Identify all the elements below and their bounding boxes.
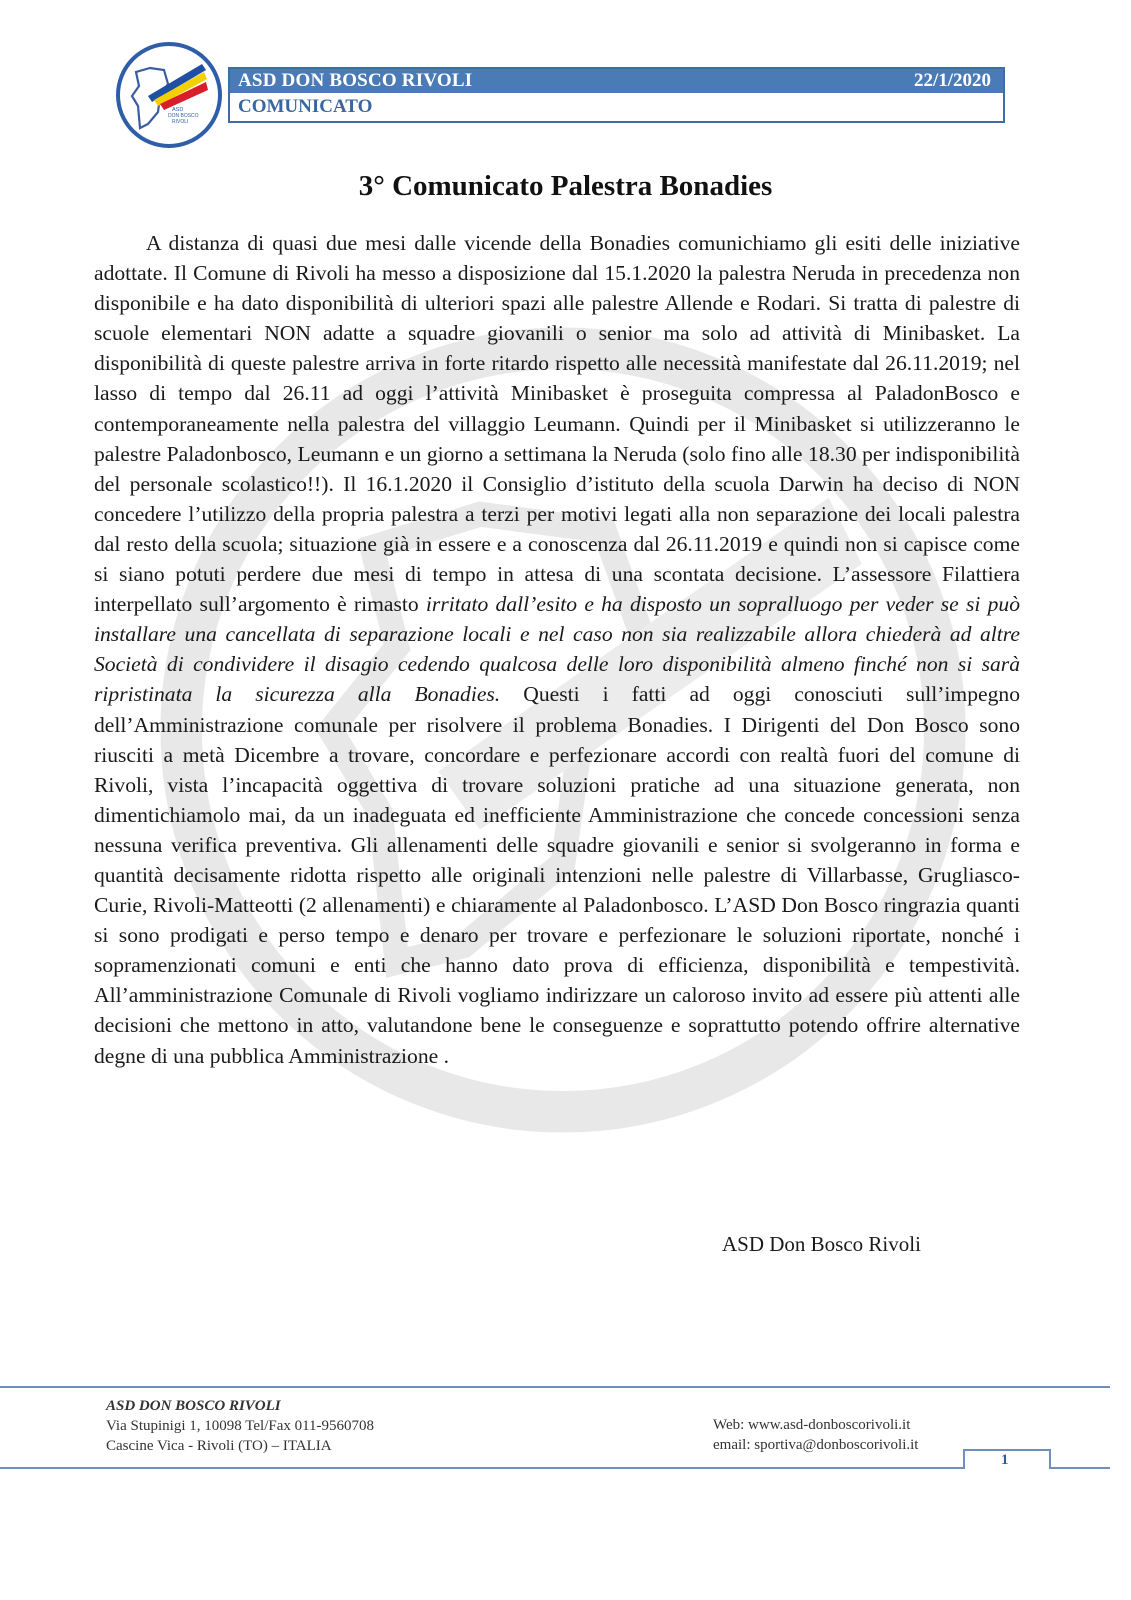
page-number: 1 (1001, 1452, 1009, 1468)
footer-address-line-2: Cascine Vica - Rivoli (TO) – ITALIA (106, 1438, 332, 1454)
body-paragraph (94, 228, 1020, 1071)
footer-org-name: ASD DON BOSCO RIVOLI (106, 1398, 281, 1414)
document-body (94, 228, 1020, 1071)
logo-text-1: ASD (172, 107, 184, 113)
body-text-italic: irritato dall’esito e ha disposto un sopralluogo per veder se si può installare una cancellata di separazione locali e nel caso non sia realizzabile allora chiederà ad altre Società di condividere il disagio cedendo qualcosa delle loro disponibilità almeno finché non si sarà ripristinata la sicurezza alla Bonadies. (94, 592, 1020, 707)
signature: ASD Don Bosco Rivoli (722, 1232, 921, 1256)
footer-divider (0, 1386, 1110, 1388)
header-subtitle: COMUNICATO (238, 96, 373, 117)
club-logo (114, 40, 224, 150)
logo-text-2: DON BOSCO (168, 113, 199, 119)
body-text-part-1: A distanza di quasi due mesi dalle vicende della Bonadies comunichiamo gli esiti delle iniziative adottate. Il Comune di Rivoli ha messo a disposizione dal 15.1.2020 la palestra Neruda in precedenza non disponibile e ha dato disponibilità di ulteriori spazi alle palestre Allende e Rodari. Si tratta di palestre di scuole elementari NON adatte a squadre giovanili o senior ma solo ad attività di Minibasket. La disponibilità di queste palestre arriva in forte ritardo rispetto alle necessità manifestate dal 26.11.2019; nel lasso di tempo dal 26.11 ad oggi l’attività Minibasket è proseguita compressa al PaladonBosco e contemporaneamente nella palestra del villaggio Leumann. Quindi per il Minibasket si utilizzeranno le palestre Paladonbosco, Leumann e un giorno a settimana la Neruda (solo fino alle 18.30 per indisponibilità del personale scolastico!!). Il 16.1.2020 il Consiglio d’istituto della scuola Darwin ha deciso di NON concedere l’utilizzo della propria palestra a terzi per motivi legati alla non separazione dei locali palestra dal resto della scuola; situazione già in essere e a conoscenza dal 26.11.2019 e quindi non si capisce come si siano potuti perdere due mesi di tempo in attesa di una scontata decisione. L’assessore Filattiera interpellato sull’argomento è rimasto (94, 231, 1020, 617)
header-org-name: ASD DON BOSCO RIVOLI (238, 70, 473, 91)
header-top-band (230, 69, 1003, 93)
header-date: 22/1/2020 (913, 70, 991, 91)
logo-text-3: RIVOLI (172, 119, 189, 125)
header-bar (228, 67, 1005, 123)
document-title: 3° Comunicato Palestra Bonadies (358, 170, 773, 202)
footer-email[interactable]: email: sportiva@donboscorivoli.it (713, 1437, 919, 1453)
footer-web[interactable]: Web: www.asd-donboscorivoli.it (713, 1417, 911, 1433)
footer-address-line-1: Via Stupinigi 1, 10098 Tel/Fax 011-9560708 (106, 1418, 375, 1434)
body-text-part-2: Questi i fatti ad oggi conosciuti sull’impegno dell’Amministrazione comunale per risolvere il problema Bonadies. I Dirigenti del Don Bosco sono riusciti a metà Dicembre a trovare, concordare e perfezionare accordi con realtà fuori del comune di Rivoli, vista l’incapacità oggettiva di trovare soluzioni pratiche ad una situazione generata, non dimentichiamolo mai, da un inadeguata ed inefficiente Amministrazione che concede concessioni senza nessuna verifica preventiva. Gli allenamenti delle squadre giovanili e senior si svolgeranno in forma e quantità decisamente ridotta rispetto alle originali intenzioni nelle palestre di Villarbasse, Grugliasco-Curie, Rivoli-Matteotti (2 allenamenti) e chiaramente al Paladonbosco. L’ASD Don Bosco ringrazia quanti si sono prodigati e perso tempo e denaro per trovare e perfezionare le soluzioni riportate, nonché i sopramenzionati comuni e enti che hanno dato prova di efficienza, disponibilità e tempestività. All’amministrazione Comunale di Rivoli vogliamo indirizzare un caloroso invito ad essere più attenti alle decisioni che mettono in atto, valutandone bene le conseguenze e soprattutto potendo offrire alternative degne di una pubblica Amministrazione . (94, 682, 1021, 1068)
